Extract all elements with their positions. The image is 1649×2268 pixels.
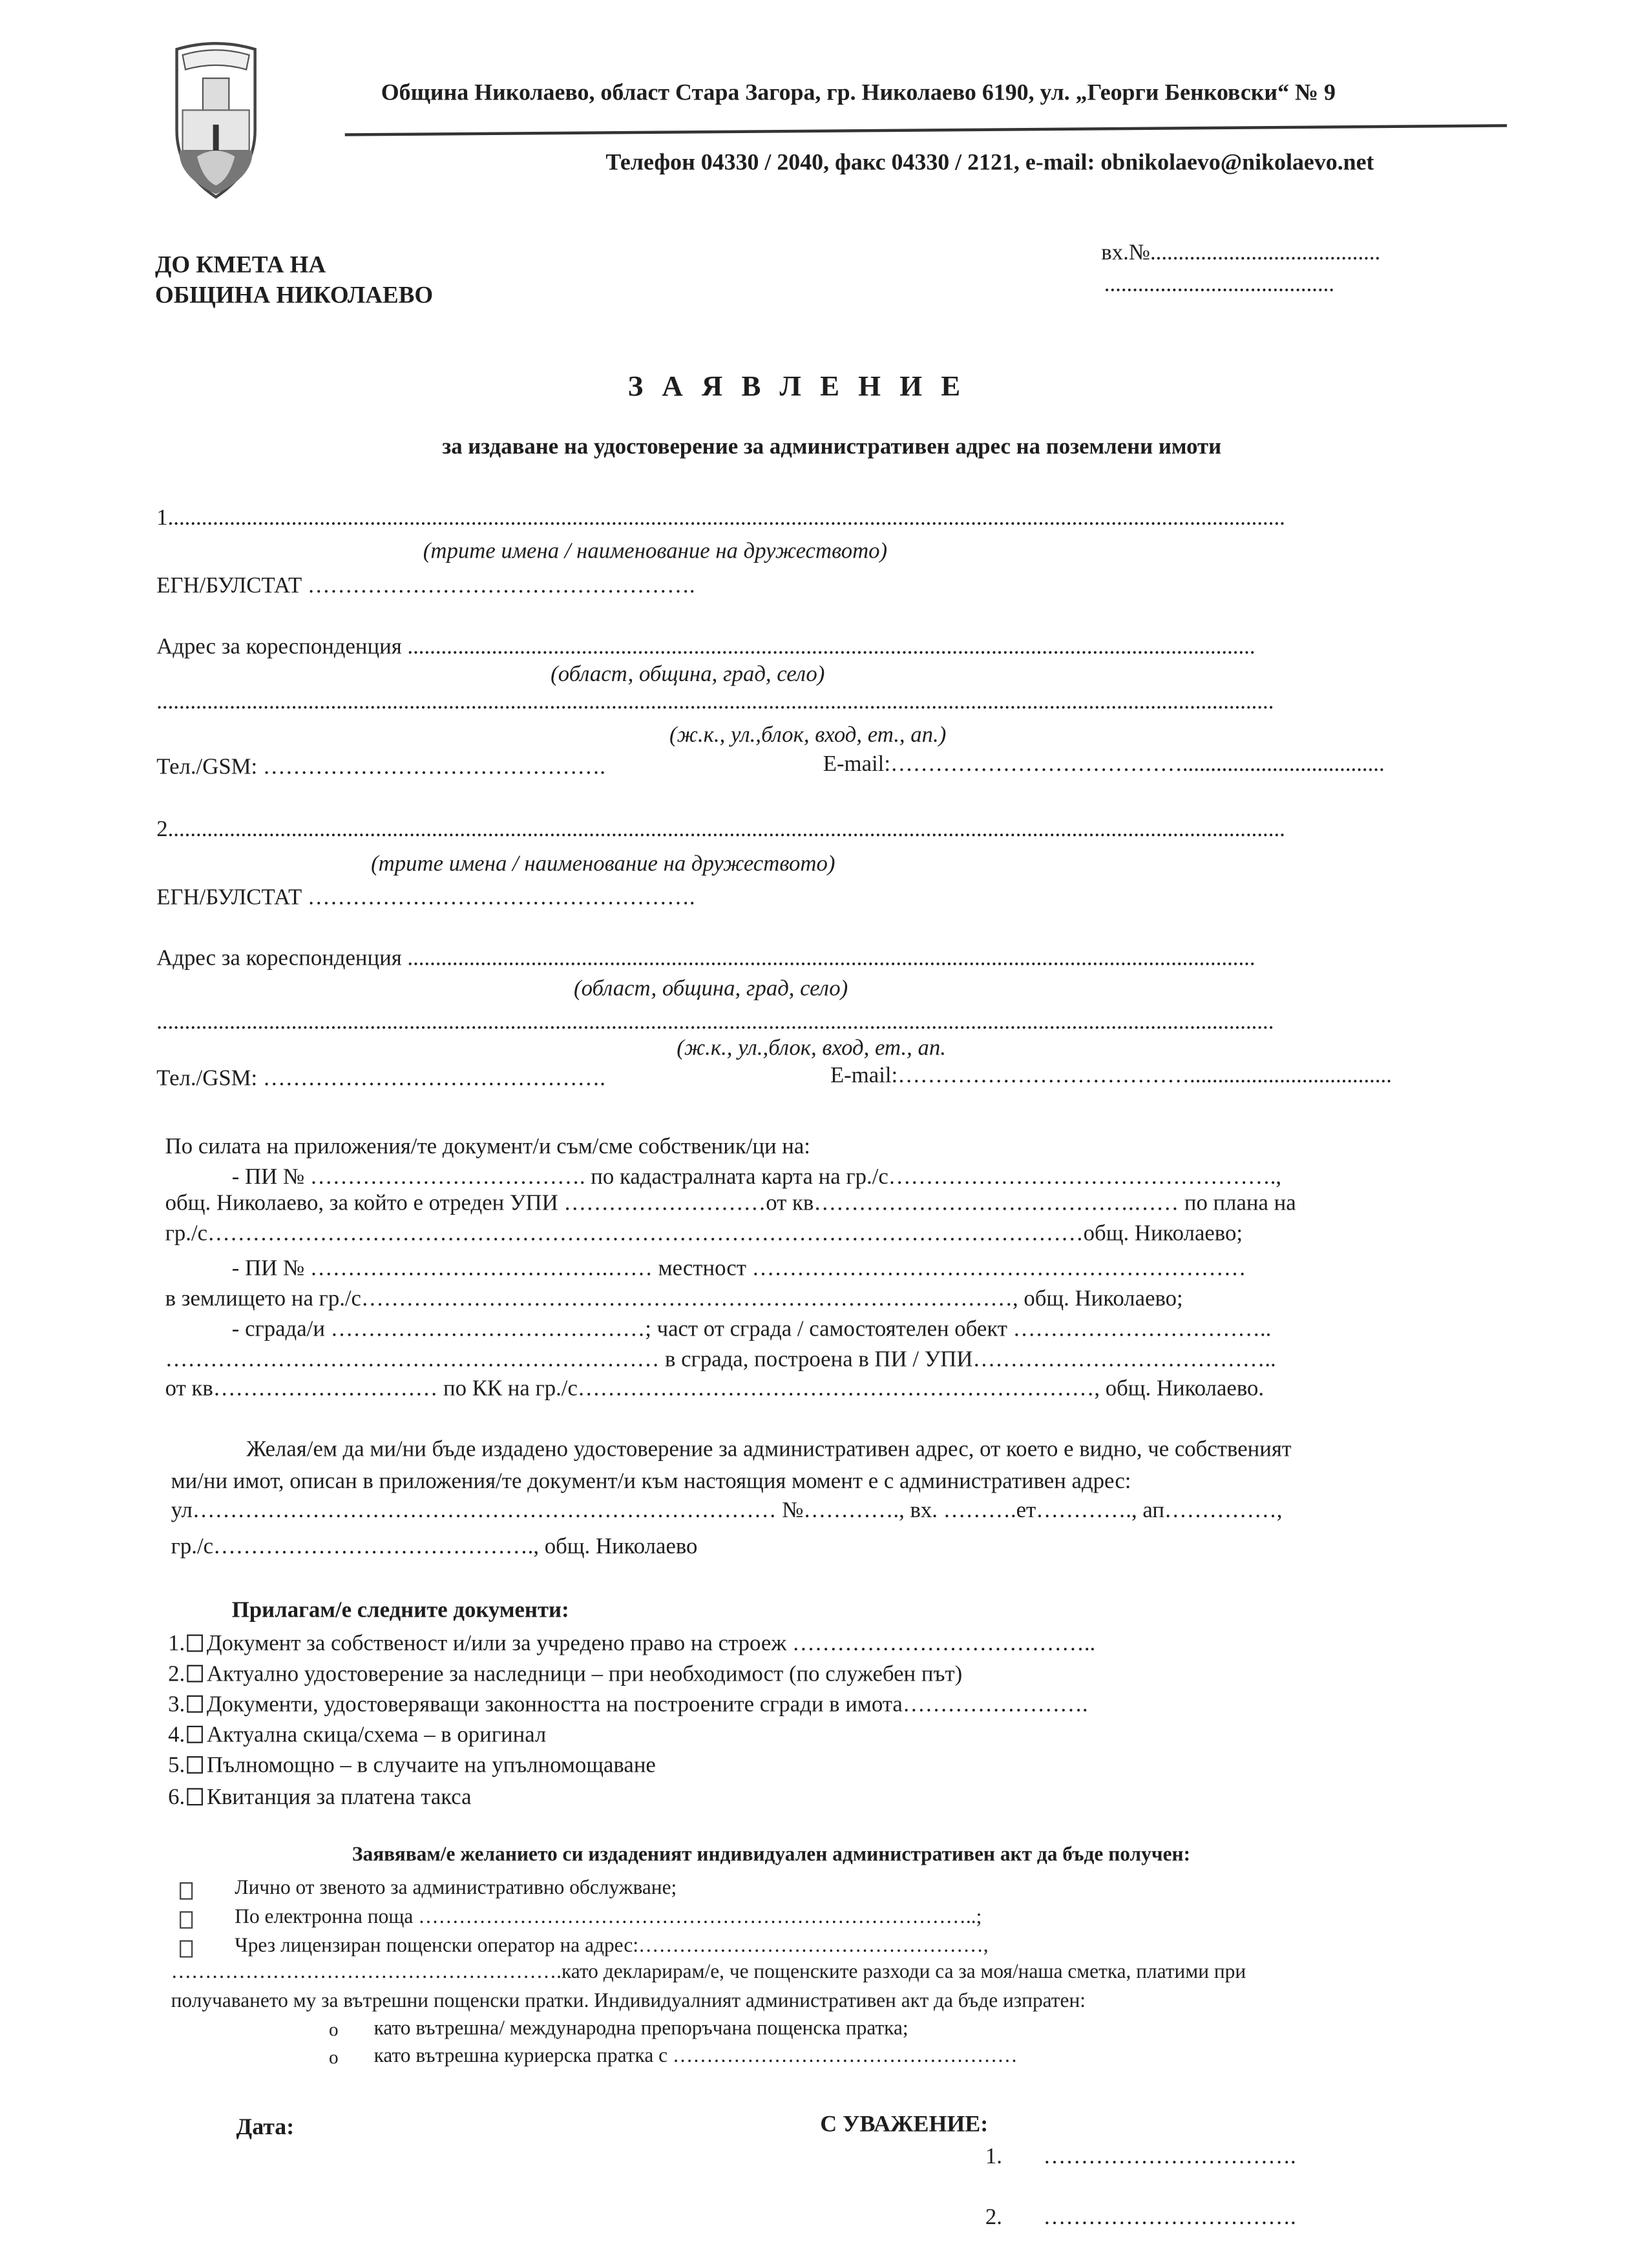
- request-text: Желая/ем да ми/ни бъде издадено удостоверение за административен адрес, от което е видно, че собственият: [246, 1437, 1292, 1462]
- applicant2-name-caption: (трите имена / наименование на дружеството): [371, 852, 835, 877]
- property-line[interactable]: ………………………………………………………… в сграда, построена в ПИ / УПИ…………………………………..: [165, 1347, 1276, 1372]
- item-number: 1.: [168, 1632, 185, 1657]
- checkbox[interactable]: [186, 1665, 202, 1683]
- applicant2-egn-field[interactable]: ЕГН/БУЛСТАТ …………………………………………….: [156, 885, 695, 910]
- applicant1-address-field[interactable]: Адрес за кореспонденция .......................................................................................................................................................: [156, 635, 1255, 660]
- registration-date-field[interactable]: .........................................: [1104, 272, 1335, 297]
- attachment-item: [168, 1632, 1095, 1657]
- attachment-item: [168, 1753, 656, 1779]
- applicant2-email-field[interactable]: E-mail:…………………………………....................................: [830, 1063, 1392, 1089]
- delivery-postal-declaration-cont: получаването му за вътрешни пощенски пратки. Индивидуалният административен акт да бъде изпратен:: [171, 1991, 1086, 2013]
- delivery-post-checkbox[interactable]: [180, 1940, 193, 1958]
- item-label: Документи, удостоверяващи законността на построените сгради в имота…………………….: [206, 1692, 1088, 1717]
- delivery-option-post[interactable]: Чрез лицензиран пощенски оператор на адрес:……………………………………………,: [235, 1935, 989, 1958]
- item-number: 6.: [168, 1785, 185, 1810]
- item-label: Актуална скица/схема – в оригинал: [206, 1723, 547, 1748]
- recipient-line-2: ОБЩИНА НИКОЛАЕВО: [154, 282, 434, 309]
- property-line[interactable]: общ. Николаево, за който е отреден УПИ ………………………от кв…………………………………….…… по плана на: [165, 1191, 1296, 1216]
- applicant1-email-field[interactable]: E-mail:…………………………………....................................: [823, 751, 1385, 777]
- applicant1-name-field[interactable]: 1.......................................................................................................................................................................................................: [156, 505, 1285, 530]
- sub-option-courier[interactable]: като вътрешна куриерска пратка с ……………………………………………: [373, 2046, 1018, 2068]
- item-label: Пълномощно – в случаите на упълномощаване: [206, 1753, 656, 1778]
- applicant2-name-field[interactable]: 2.......................................................................................................................................................................................................: [156, 817, 1285, 842]
- applicant1-phone-field[interactable]: Тел./GSM: ……………………………………….: [156, 755, 605, 780]
- applicant1-address-line2[interactable]: .......................................................................................................................................................................................................: [156, 689, 1274, 715]
- signature-1-number: 1.: [985, 2144, 1002, 2170]
- applicant2-address-caption: (област, община, град, село): [574, 976, 848, 1002]
- regards-label: С УВАЖЕНИЕ:: [820, 2112, 989, 2137]
- property-line[interactable]: - сграда/и ……………………………………; част от сграда / самостоятелен обект ……………………………..: [231, 1317, 1272, 1342]
- property-line[interactable]: - ПИ № ………………………………. по кадастралната карта на гр./с…………………………………………….,: [231, 1164, 1282, 1190]
- municipality-address: Община Николаево, област Стара Загора, гр. Николаево 6190, ул. „Георги Бенковски“ № 9: [381, 81, 1336, 106]
- item-number: 3.: [168, 1692, 185, 1717]
- property-intro: По силата на приложения/те документ/и съм/сме собственик/ци на:: [165, 1134, 810, 1159]
- checkbox[interactable]: [186, 1696, 202, 1713]
- recipient-line-1: ДО КМЕТА НА: [154, 252, 326, 278]
- delivery-postal-declaration[interactable]: ………………………………………………….като декларирам/е, че пощенските разходи са за моя/наша сметка, платими при: [171, 1962, 1246, 1984]
- radio-courier[interactable]: o: [329, 2047, 339, 2068]
- delivery-option-email[interactable]: По електронна поща ………………………………………………………………………..;: [235, 1907, 982, 1929]
- item-label: Документ за собственост и/или за учредено право на строеж …………………………………..: [206, 1632, 1096, 1657]
- applicant1-address-caption2: (ж.к., ул.,блок, вход, ет., ап.): [669, 723, 947, 748]
- sub-option-registered-mail: като вътрешна/ международна препоръчана пощенска пратка;: [373, 2018, 909, 2041]
- request-town-line[interactable]: гр./с……………………………………., общ. Николаево: [171, 1534, 698, 1559]
- signature-1-field[interactable]: …………………………….: [1043, 2144, 1296, 2170]
- delivery-heading: Заявявам/е желанието си издаденият индивидуален административен акт да бъде получен:: [352, 1844, 1191, 1867]
- applicant2-address-caption2: (ж.к., ул.,блок, вход, ет., ап.: [677, 1036, 946, 1061]
- applicant2-phone-field[interactable]: Тел./GSM: ……………………………………….: [156, 1066, 605, 1091]
- attachment-item: [168, 1785, 471, 1811]
- signature-2-field[interactable]: …………………………….: [1043, 2205, 1296, 2231]
- date-label: Дата:: [236, 2116, 295, 2141]
- property-line[interactable]: в землището на гр./с……………………………………………………………………………, общ. Николаево;: [165, 1286, 1183, 1312]
- checkbox[interactable]: [186, 1788, 202, 1805]
- property-line[interactable]: - ПИ № ………………………………….…… местност …………………………………………………………: [231, 1256, 1246, 1281]
- signature-2-number: 2.: [985, 2205, 1002, 2231]
- radio-registered-mail[interactable]: o: [329, 2020, 339, 2041]
- attachment-item: [168, 1692, 1087, 1718]
- item-number: 4.: [168, 1723, 185, 1748]
- item-number: 5.: [168, 1753, 185, 1778]
- checkbox[interactable]: [186, 1726, 202, 1743]
- applicant2-address-line2[interactable]: .......................................................................................................................................................................................................: [156, 1010, 1274, 1035]
- applicant1-egn-field[interactable]: ЕГН/БУЛСТАТ …………………………………………….: [156, 574, 695, 599]
- item-number: 2.: [168, 1662, 185, 1687]
- applicant1-address-caption: (област, община, град, село): [551, 662, 825, 687]
- delivery-email-checkbox[interactable]: [180, 1911, 193, 1929]
- attachments-heading: Прилагам/е следните документи:: [231, 1598, 569, 1623]
- municipality-contacts: Телефон 04330 / 2040, факс 04330 / 2121, e-mail: obnikolaevo@nikolaevo.net: [605, 151, 1374, 176]
- checkbox[interactable]: [186, 1635, 202, 1652]
- delivery-in-person-checkbox[interactable]: [180, 1882, 193, 1900]
- request-text: ми/ни имот, описан в приложения/те документ/и към настоящия момент е с административен адрес:: [171, 1469, 1131, 1495]
- item-label: Квитанция за платена такса: [206, 1785, 472, 1810]
- applicant1-name-caption: (трите имена / наименование на дружеството): [423, 539, 888, 564]
- delivery-option-in-person: Лично от звеното за административно обслужване;: [235, 1878, 677, 1900]
- property-line[interactable]: от кв………………………… по КК на гр./с……………………………………………………………, общ. Николаево.: [165, 1376, 1265, 1402]
- registration-number-field[interactable]: вх.№.........................................: [1101, 240, 1381, 266]
- item-label: Актуално удостоверение за наследници – при необходимост (по служебен път): [206, 1662, 963, 1687]
- applicant2-address-field[interactable]: Адрес за кореспонденция .......................................................................................................................................................: [156, 946, 1255, 971]
- document-title: З А Я В Л Е Н И Е: [627, 371, 967, 403]
- property-line[interactable]: гр./с………………………………………………………………………………………………………общ. Николаево;: [165, 1221, 1243, 1246]
- request-address-line[interactable]: ул…………………………………………………………………… №…………., вх. ……….ет…………., ап……………,: [171, 1498, 1283, 1523]
- checkbox[interactable]: [186, 1756, 202, 1774]
- header-divider: [345, 124, 1507, 136]
- attachment-item: [168, 1662, 962, 1688]
- nikolaevo-coat-of-arms-logo: [171, 41, 261, 200]
- document-subtitle: за издаване на удостоверение за административен адрес на поземлени имоти: [442, 434, 1222, 459]
- attachment-item: [168, 1723, 546, 1748]
